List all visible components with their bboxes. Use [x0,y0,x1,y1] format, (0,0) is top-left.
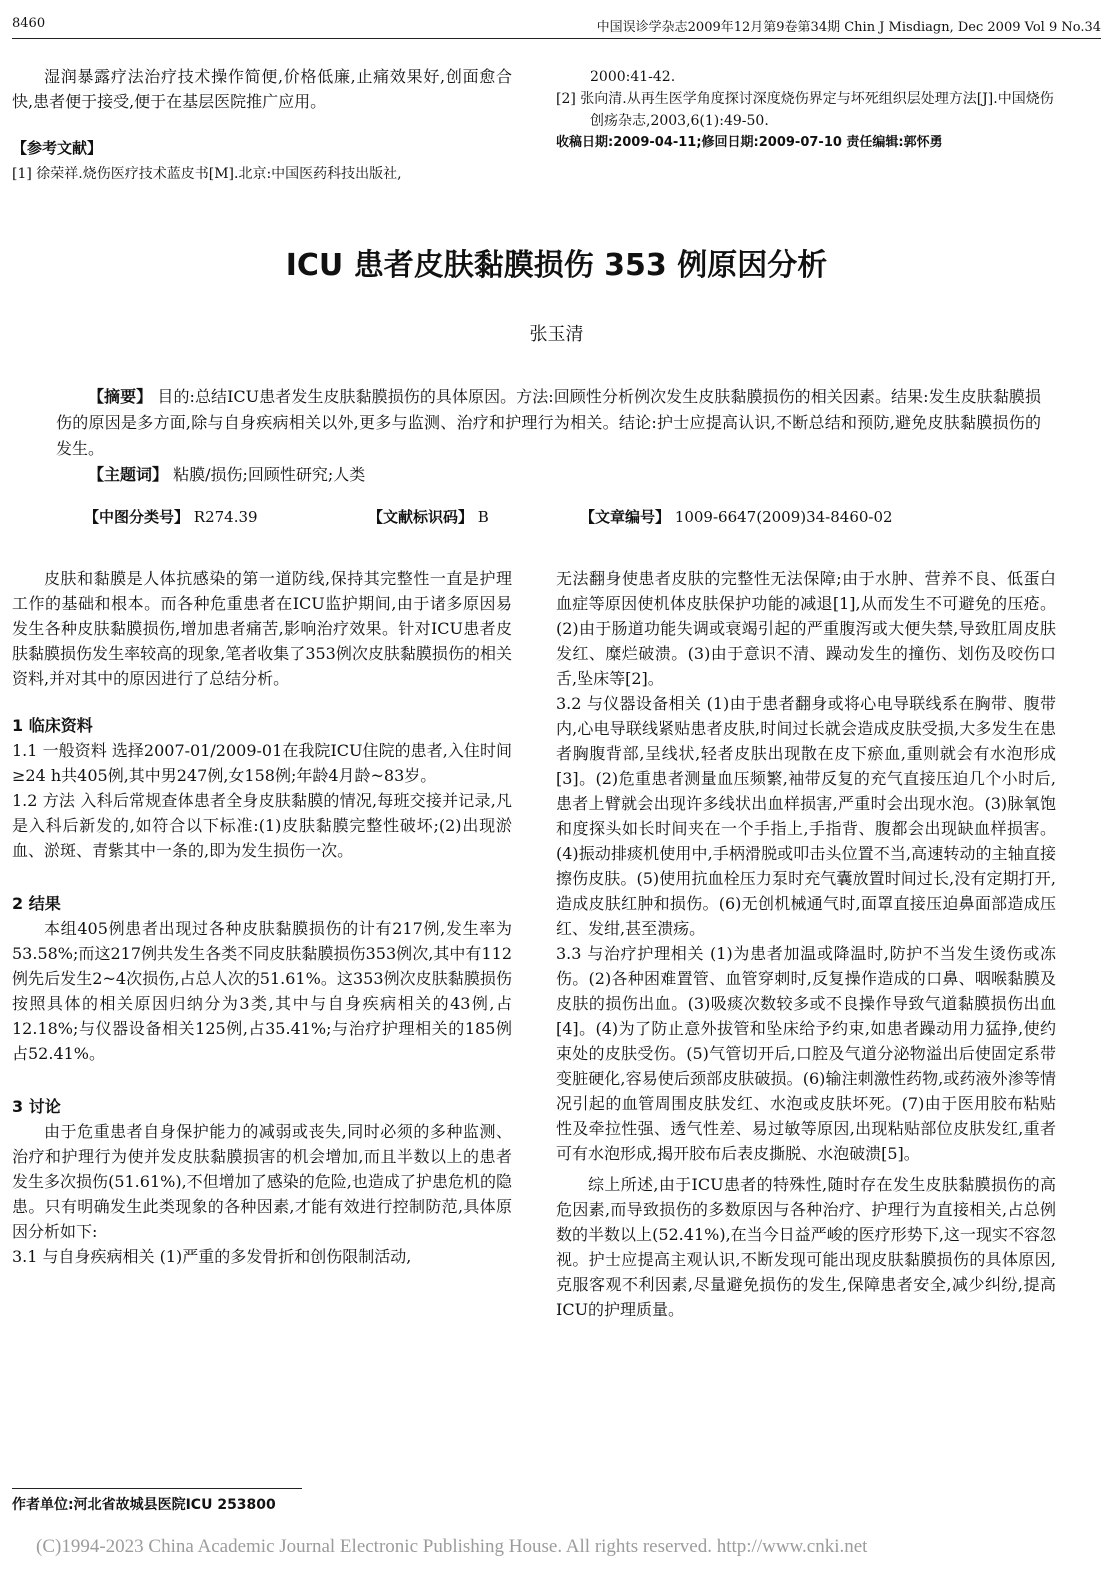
article-number-label: 【文章编号】 [580,508,671,526]
abstract-label: 【摘要】 [88,387,153,406]
section-3-1-continued: 无法翻身使患者皮肤的完整性无法保障;由于水肿、营养不良、低蛋白血症等原因使机体皮肤保护功能的减退[1],从而发生不可避免的压疮。(2)由于肠道功能失调或衰竭引起的严重腹泻或大便失禁,导致肛周皮肤发红、糜烂破溃。(3)由于意识不清、躁动发生的撞伤、划伤及咬伤口舌,坠床等[2]。 [556,569,1056,688]
author-unit: 作者单位:河北省故城县医院ICU 253800 [12,1497,276,1513]
section-1-2: 1.2 方法 入科后常规查体患者全身皮肤黏膜的情况,每班交接并记录,凡是入科后新发的,如符合以下标准:(1)皮肤黏膜完整性破坏;(2)出现淤血、淤斑、青紫其中一条的,即为发生损伤一次。 [12,791,512,860]
left-column [12,566,512,1269]
clc-label: 【中图分类号】 [84,508,190,526]
doc-code-label: 【文献标识码】 [368,508,474,526]
header-divider [12,38,1101,39]
doc-code-value: B [477,508,489,526]
clc-field [84,506,258,527]
cnki-watermark: (C)1994-2023 China Academic Journal Electronic Publishing House. All rights reserved. http://www.cnki.net [36,1536,868,1557]
section-1-1: 1.1 一般资料 选择2007-01/2009-01在我院ICU住院的患者,入住时间≥24 h共405例,其中男247例,女158例;年龄4月龄~83岁。 [12,741,512,785]
keywords-label: 【主题词】 [88,465,169,484]
intro-paragraph: 皮肤和黏膜是人体抗感染的第一道防线,保持其完整性一直是护理工作的基础和根本。而各种危重患者在ICU监护期间,由于诸多原因易发生各种皮肤黏膜损伤,增加患者痛苦,影响治疗效果。针对ICU患者皮肤黏膜损伤发生率较高的现象,笔者收集了353例次皮肤黏膜损伤的相关资料,并对其中的原因进行了总结分析。 [12,569,512,688]
abstract-block [56,384,1041,488]
received-dates: 收稿日期:2009-04-11;修回日期:2009-07-10 责任编辑:郭怀勇 [556,135,943,150]
top-left-block [12,64,512,185]
results-paragraph: 本组405例患者出现过各种皮肤黏膜损伤的计有217例,发生率为53.58%;而这217例共发生各类不同皮肤黏膜损伤353例次,其中有112例先后发生2~4次损伤,占总人次的51.61%。这353例次皮肤黏膜损伤按照具体的相关原因归纳分为3类,其中与自身疾病相关的43例,占12.18%;与仪器设备相关125例,占35.41%;与治疗护理相关的185例占52.41%。 [12,919,512,1063]
footer-divider [12,1488,302,1489]
doc-code-field [368,506,489,527]
continuation-paragraph: 湿润暴露疗法治疗技术操作简便,价格低廉,止痛效果好,创面愈合快,患者便于接受,便于在基层医院推广应用。 [12,67,512,111]
section-3-1: 3.1 与自身疾病相关 (1)严重的多发骨折和创伤限制活动, [12,1247,412,1266]
keywords-text: 粘膜/损伤;回顾性研究;人类 [173,465,366,484]
right-column [556,566,1056,1322]
abstract-paragraph [56,384,1041,462]
article-number-value: 1009-6647(2009)34-8460-02 [674,508,893,526]
reference-1: [1] 徐荣祥.烧伤医疗技术蓝皮书[M].北京:中国医药科技出版社, [12,166,402,182]
top-right-block [556,66,1056,154]
discussion-paragraph: 由于危重患者自身保护能力的减弱或丧失,同时必须的多种监测、治疗和护理行为使并发皮肤黏膜损害的机会增加,而且半数以上的患者发生多次损伤(51.61%),不但增加了感染的危险,也造成了护患危机的隐患。只有明确发生此类现象的各种因素,才能有效进行控制防范,具体原因分析如下: [12,1122,512,1241]
section-2-heading: 2 结果 [12,894,61,913]
journal-header: 中国误诊学杂志2009年12月第9卷第34期 Chin J Misdiagn, Dec 2009 Vol 9 No.34 [596,20,1101,35]
section-3-3: 3.3 与治疗护理相关 (1)为患者加温或降温时,防护不当发生烫伤或冻伤。(2)各种困难置管、血管穿刺时,反复操作造成的口鼻、咽喉黏膜及皮肤的损伤出血。(3)吸痰次数较多或不良操作导致气道黏膜损伤出血[4]。(4)为了防止意外拔管和坠床给予约束,如患者躁动用力猛挣,使约束处的皮肤受伤。(5)气管切开后,口腔及气道分泌物溢出后使固定系带变脏硬化,容易使后颈部皮肤破损。(6)输注刺激性药物,或药液外渗等情况引起的血管周围皮肤发红、水泡或皮肤坏死。(7)由于医用胶布粘贴性及牵拉性强、透气性差、易过敏等原因,出现粘贴部位皮肤发红,重者可有水泡形成,揭开胶布后表皮撕脱、水泡破溃[5]。 [556,944,1056,1163]
article-title: ICU 患者皮肤黏膜损伤 353 例原因分析 [285,248,828,283]
abstract-text: 目的:总结ICU患者发生皮肤黏膜损伤的具体原因。方法:回顾性分析例次发生皮肤黏膜损伤的相关因素。结果:发生皮肤黏膜损伤的原因是多方面,除与自身疾病相关以外,更多与监测、治疗和护理行为相关。结论:护士应提高认识,不断总结和预防,避免皮肤黏膜损伤的发生。 [56,387,1041,458]
reference-1-continued: 2000:41-42. [590,69,676,85]
article-number-field [580,506,893,527]
section-3-heading: 3 讨论 [12,1097,61,1116]
clc-value: R274.39 [193,508,258,526]
section-1-heading: 1 临床资料 [12,716,93,735]
summary-paragraph: 综上所述,由于ICU患者的特殊性,随时存在发生皮肤黏膜损伤的高危因素,而导致损伤的多数原因与各种治疗、护理行为直接相关,占总例数的半数以上(52.41%),在当今日益严峻的医疗形势下,这一现实不容忽视。护士应提高主观认识,不断发现可能出现皮肤黏膜损伤的具体原因,克服客观不利因素,尽量避免损伤的发生,保障患者安全,减少纠纷,提高ICU的护理质量。 [556,1175,1056,1319]
section-3-2: 3.2 与仪器设备相关 (1)由于患者翻身或将心电导联线系在胸带、腹带内,心电导联线紧贴患者皮肤,时间过长就会造成皮肤受损,大多发生在患者胸腹背部,呈线状,轻者皮肤出现散在皮下瘀血,重则就会有水泡形成[3]。(2)危重患者测量血压频繁,袖带反复的充气直接压迫几个小时后,患者上臂就会出现许多线状出血样损害,严重时会出现水泡。(3)脉氧饱和度探头如长时间夹在一个手指上,手指背、腹都会出现缺血样损害。(4)振动排痰机使用中,手柄滑脱或叩击头位置不当,高速转动的主轴直接擦伤皮肤。(5)使用抗血栓压力泵时充气囊放置时间过长,没有定期打开,造成皮肤红肿和损伤。(6)无创机械通气时,面罩直接压迫鼻面部造成压红、发绀,甚至溃疡。 [556,694,1056,938]
article-author: 张玉清 [529,324,584,345]
reference-2: [2] 张向清.从再生医学角度探讨深度烧伤界定与坏死组织层处理方法[J].中国烧伤创疡杂志,2003,6(1):49-50. [556,91,1054,129]
page-number: 8460 [12,16,46,31]
references-heading: 【参考文献】 [12,139,103,157]
keywords-line [56,462,1041,488]
